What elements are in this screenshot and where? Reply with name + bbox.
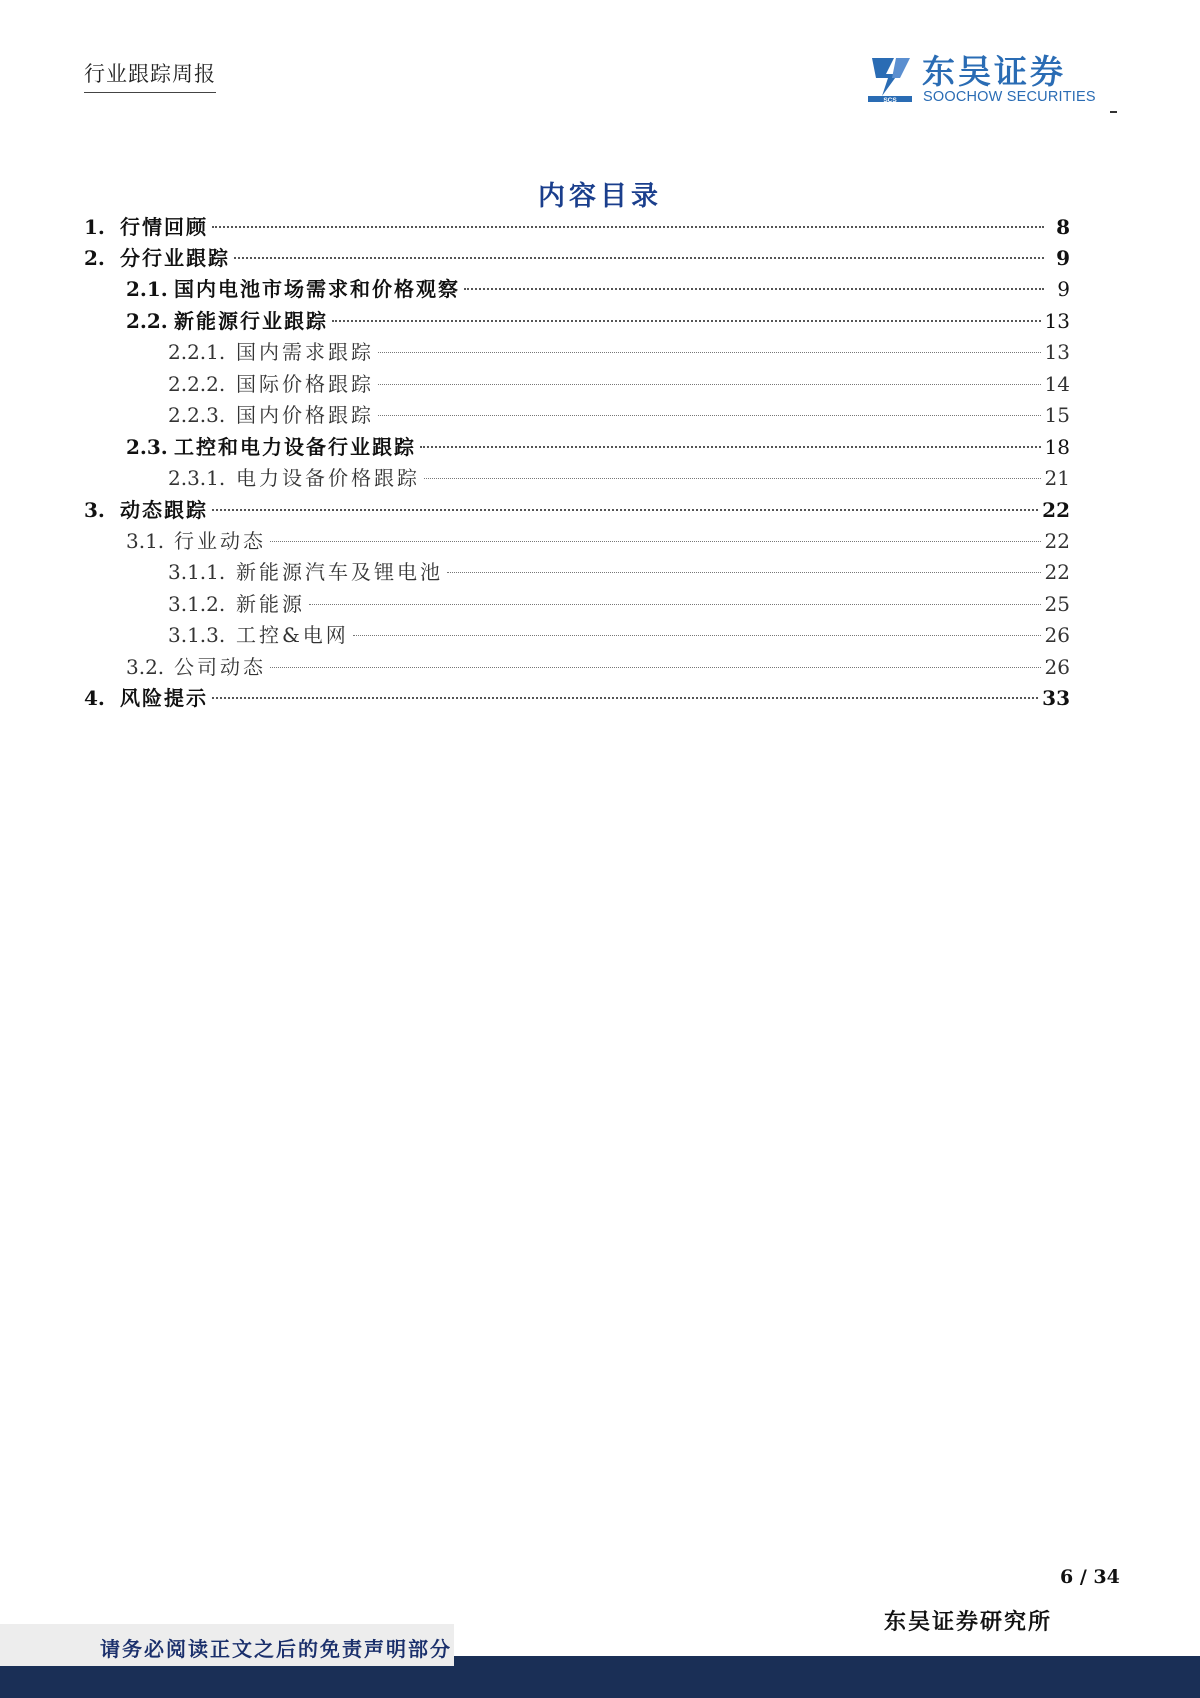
toc-entry-title: 电力设备价格跟踪 xyxy=(236,466,420,490)
toc-entry-title: 国内需求跟踪 xyxy=(236,340,374,364)
toc-entry-page: 26 xyxy=(1044,623,1070,647)
toc-entry-page: 22 xyxy=(1044,560,1070,584)
toc-entry-number: 3.2. xyxy=(126,655,165,679)
toc-leader-dots xyxy=(378,415,1041,416)
toc-entry-title: 新能源 xyxy=(236,592,305,616)
toc-leader-dots xyxy=(332,320,1041,322)
toc-entry-number: 3.1.2. xyxy=(168,592,226,616)
logo-chinese-name: 东吴证券 xyxy=(922,52,1066,91)
toc-entry-number: 3.1. xyxy=(126,529,165,553)
scs-logo-icon xyxy=(866,52,914,104)
toc-entry-title: 新能源行业跟踪 xyxy=(174,309,328,333)
disclaimer-text: 请务必阅读正文之后的免责声明部分 xyxy=(100,1637,452,1661)
toc-entry-number: 2.2. xyxy=(126,309,168,333)
toc-entry[interactable] xyxy=(126,306,1070,336)
toc-entry-title: 国内电池市场需求和价格观察 xyxy=(174,277,460,301)
toc-entry-page: 25 xyxy=(1044,592,1070,616)
toc-entry-page: 13 xyxy=(1044,340,1070,364)
toc-entry-title: 行业动态 xyxy=(174,529,266,553)
toc-leader-dots xyxy=(270,667,1041,668)
toc-entry[interactable] xyxy=(168,337,1070,367)
toc-entry-page: 33 xyxy=(1042,686,1070,710)
toc-entry-title: 分行业跟踪 xyxy=(120,246,230,270)
toc-leader-dots xyxy=(447,572,1041,573)
toc-entry-number: 3.1.1. xyxy=(168,560,226,584)
toc-entry[interactable] xyxy=(84,495,1070,525)
toc-entry[interactable] xyxy=(168,400,1070,430)
toc-entry[interactable] xyxy=(168,463,1070,493)
toc-entry-number: 2.2.1. xyxy=(168,340,226,364)
toc-leader-dots xyxy=(378,384,1041,385)
toc-leader-dots xyxy=(234,257,1044,259)
toc-entry-number: 2.3.1. xyxy=(168,466,226,490)
toc-entry-title: 国际价格跟踪 xyxy=(236,372,374,396)
footer-organization: 东吴证券研究所 xyxy=(884,1609,1053,1635)
toc-entry-page: 21 xyxy=(1044,466,1070,490)
toc-entry-page: 13 xyxy=(1044,309,1070,333)
company-logo xyxy=(866,52,1126,108)
toc-entry-title: 新能源汽车及锂电池 xyxy=(236,560,443,584)
toc-entry[interactable] xyxy=(126,526,1070,556)
toc-leader-dots xyxy=(212,226,1044,228)
toc-entry-number: 2.2.3. xyxy=(168,403,226,427)
toc-leader-dots xyxy=(424,478,1041,479)
toc-entry[interactable] xyxy=(84,243,1070,273)
toc-entry-page: 8 xyxy=(1056,215,1070,239)
toc-entry-page: 15 xyxy=(1044,403,1070,427)
toc-entry-number: 2. xyxy=(84,246,105,270)
page-number: 6 / 34 xyxy=(1060,1566,1120,1588)
toc-entry[interactable] xyxy=(84,683,1070,713)
header-tick-mark xyxy=(1110,111,1117,113)
toc-entry-title: 国内价格跟踪 xyxy=(236,403,374,427)
toc-entry[interactable] xyxy=(84,212,1070,242)
toc-leader-dots xyxy=(212,697,1038,699)
toc-leader-dots xyxy=(353,635,1041,636)
toc-entry-page: 22 xyxy=(1044,529,1070,553)
toc-entry-title: 行情回顾 xyxy=(120,215,208,239)
toc-entry[interactable] xyxy=(126,274,1070,304)
toc-entry-number: 2.1. xyxy=(126,277,168,301)
toc-entry-page: 18 xyxy=(1044,435,1070,459)
toc-leader-dots xyxy=(309,604,1041,605)
toc-entry[interactable] xyxy=(126,432,1070,462)
toc-leader-dots xyxy=(212,509,1038,511)
toc-entry-title: 公司动态 xyxy=(174,655,266,679)
logo-english-name: SOOCHOW SECURITIES xyxy=(923,89,1096,105)
toc-entry-page: 22 xyxy=(1042,498,1070,522)
toc-entry-title: 工控和电力设备行业跟踪 xyxy=(174,435,416,459)
toc-entry-title: 风险提示 xyxy=(120,686,208,710)
toc-entry[interactable] xyxy=(168,589,1070,619)
toc-entry[interactable] xyxy=(126,652,1070,682)
toc-entry[interactable] xyxy=(168,620,1070,650)
toc-leader-dots xyxy=(378,352,1041,353)
toc-entry-number: 3. xyxy=(84,498,105,522)
toc-entry[interactable] xyxy=(168,557,1070,587)
toc-entry-number: 4. xyxy=(84,686,105,710)
logo-abbr: SCS xyxy=(883,97,897,104)
toc-entry-number: 1. xyxy=(84,215,105,239)
toc-entry-number: 2.3. xyxy=(126,435,168,459)
toc-entry-title: 工控&电网 xyxy=(236,623,349,647)
toc-leader-dots xyxy=(420,446,1041,448)
toc-entry-page: 9 xyxy=(1057,277,1070,301)
toc-entry[interactable] xyxy=(168,369,1070,399)
toc-leader-dots xyxy=(270,541,1041,542)
toc-entry-number: 2.2.2. xyxy=(168,372,226,396)
toc-entry-number: 3.1.3. xyxy=(168,623,226,647)
report-type-label: 行业跟踪周报 xyxy=(84,58,216,93)
toc-leader-dots xyxy=(464,288,1044,290)
toc-entry-page: 9 xyxy=(1056,246,1070,270)
toc-entry-page: 26 xyxy=(1044,655,1070,679)
toc-entry-page: 14 xyxy=(1044,372,1070,396)
toc-title: 内容目录 xyxy=(538,181,662,212)
toc-entry-title: 动态跟踪 xyxy=(120,498,208,522)
